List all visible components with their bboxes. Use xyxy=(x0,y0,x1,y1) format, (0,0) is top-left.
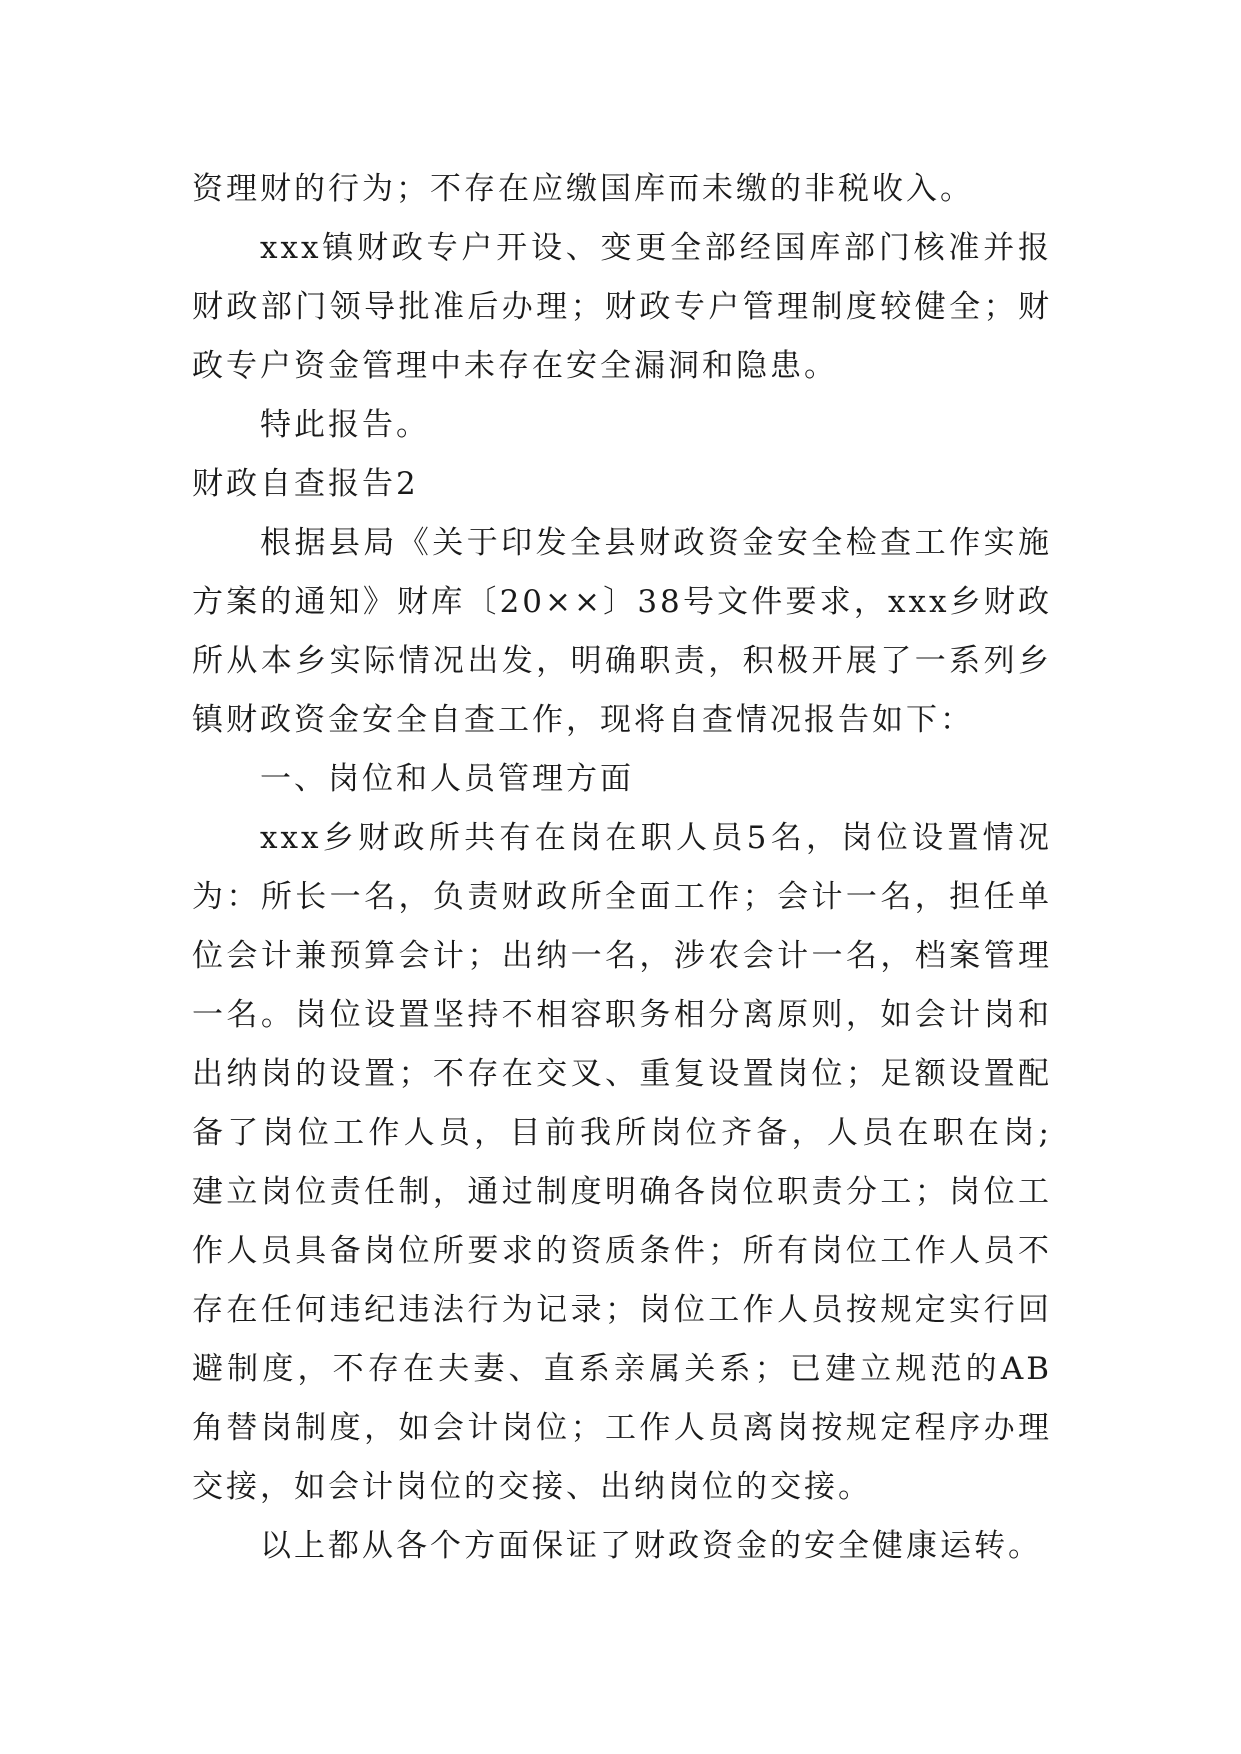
subsection-heading: 一、岗位和人员管理方面 xyxy=(260,761,634,797)
paragraph-6: 以上都从各个方面保证了财政资金的安全健康运转。 xyxy=(260,1528,1042,1564)
document-body xyxy=(192,160,1052,1576)
paragraph-5: xxx乡财政所共有在岗在职人员5名，岗位设置情况为：所长一名，负责财政所全面工作；会计一名，担任单位会计兼预算会计；出纳一名，涉农会计一名，档案管理一名。岗位设置坚持不相容职务相分离原则，如会计岗和出纳岗的设置；不存在交叉、重复设置岗位；足额设置配备了岗位工作人员，目前我所岗位齐备，人员在职在岗;建立岗位责任制，通过制度明确各岗位职责分工；岗位工作人员具备岗位所要求的资质条件；所有岗位工作人员不存在任何违纪违法行为记录；岗位工作人员按规定实行回避制度，不存在夫妻、直系亲属关系；已建立规范的AB角替岗制度，如会计岗位；工作人员离岗按规定程序办理交接，如会计岗位的交接、出纳岗位的交接。 xyxy=(192,820,1052,1505)
paragraph-3: 特此报告。 xyxy=(260,407,430,443)
paragraph-1: 资理财的行为；不存在应缴国库而未缴的非税收入。 xyxy=(192,171,974,207)
paragraph-4: 根据县局《关于印发全县财政资金安全检查工作实施方案的通知》财库〔20××〕38号文件要求，xxx乡财政所从本乡实际情况出发，明确职责，积极开展了一系列乡镇财政资金安全自查工作，现将自查情况报告如下： xyxy=(192,525,1052,738)
section-heading: 财政自查报告2 xyxy=(192,466,419,502)
paragraph-2: xxx镇财政专户开设、变更全部经国库部门核准并报财政部门领导批准后办理；财政专户管理制度较健全；财政专户资金管理中未存在安全漏洞和隐患。 xyxy=(192,230,1052,384)
